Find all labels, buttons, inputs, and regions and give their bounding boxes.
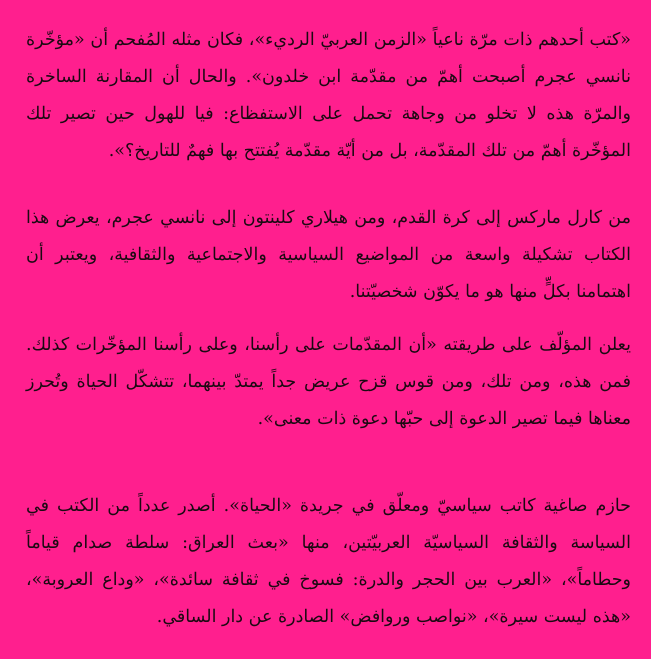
author-claim-paragraph: يعلن المؤلّف على طريقته «أن المقدّمات على رأسنا، وعلى رأسنا المؤخّرات كذلك. فمن هذه، ومن تلك، ومن قوس قزح عريض جداً يمتدّ بينهما، تتشكّل الحياة وتُحرز معناها فيما تصير الدعوة إلى حبّها دعوة ذات معنى».	[26, 335, 631, 429]
author-bio-paragraph: حازم صاغية كاتب سياسيّ ومعلّق في جريدة «الحياة». أصدر عدداً من الكتب في السياسة والثقافة السياسيّة العربيّتين، منها «بعث العراق: سلطة صدام قياماً وحطاماً»، «العرب بين الحجر والدرة: فسوخ في ثقافة سائدة»، «وداع العروبة»، «هذه ليست سيرة»، «نواصب وروافض» الصادرة عن دار الساقي.	[26, 496, 631, 627]
summary-paragraph: من كارل ماركس إلى كرة القدم، ومن هيلاري كلينتون إلى نانسي عجرم، يعرض هذا الكتاب تشكيلة واسعة من المواضيع السياسية والاجتماعية والثقافية، ويعتبر أن اهتمامنا بكلٍّ منها هو ما يكوّن شخصيّتنا.	[26, 208, 631, 302]
quote-paragraph: «كتب أحدهم ذات مرّة ناعياً «الزمن العربيّ الرديء»، فكان مثله المُفحم أن «مؤخّرة نانسي عجرم أصبحت أهمّ من مقدّمة ابن خلدون». والحال أن المقارنة الساخرة والمرّة هذه لا تخلو من وجاهة تحمل على الاستفظاع: فيا للهول حين تصير تلك المؤخّرة أهمّ من تلك المقدّمة، بل من أيّة مقدّمة يُفتتح بها فهمٌ للتاريخ؟».	[26, 30, 631, 161]
